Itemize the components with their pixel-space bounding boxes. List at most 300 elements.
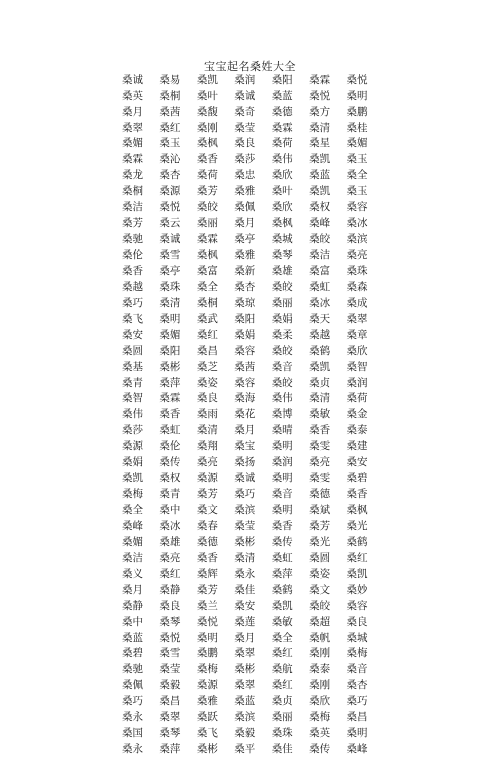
name-cell: 桑珠 <box>346 264 368 277</box>
name-cell: 桑诚 <box>234 89 256 102</box>
name-cell: 桑媚 <box>122 137 143 150</box>
name-cell: 桑敏 <box>309 408 331 421</box>
name-cell: 桑琴 <box>159 727 181 740</box>
name-cell: 桑森 <box>346 280 368 293</box>
name-cell: 桑泰 <box>309 663 331 676</box>
name-cell: 桑玉 <box>159 137 181 150</box>
name-cell: 桑良 <box>346 615 368 628</box>
name-cell: 桑帆 <box>309 631 331 644</box>
name-cell: 桑扬 <box>234 456 256 469</box>
name-cell: 桑皎 <box>309 599 331 612</box>
name-cell: 桑玉 <box>346 185 368 198</box>
name-cell: 桑亮 <box>159 551 181 564</box>
name-cell: 桑静 <box>159 583 181 596</box>
name-cell: 桑香 <box>346 488 368 501</box>
name-row <box>122 343 384 359</box>
name-row <box>122 200 384 216</box>
name-cell: 桑桐 <box>196 296 218 309</box>
name-cell: 桑虹 <box>309 280 331 293</box>
name-cell: 桑安 <box>122 328 143 341</box>
name-cell: 桑红 <box>196 328 218 341</box>
name-cell: 桑伟 <box>271 392 293 405</box>
name-cell: 桑洁 <box>122 201 143 214</box>
name-cell: 桑峰 <box>309 217 331 230</box>
name-cell: 桑建 <box>346 440 368 453</box>
name-row <box>122 455 384 471</box>
name-cell: 桑飞 <box>122 312 143 325</box>
name-cell: 桑红 <box>159 121 181 134</box>
name-cell: 桑基 <box>122 360 143 373</box>
name-row <box>122 502 384 518</box>
name-cell: 桑毅 <box>159 679 181 692</box>
name-cell: 桑良 <box>234 137 256 150</box>
name-cell: 桑越 <box>309 328 331 341</box>
name-cell: 桑伦 <box>122 249 143 262</box>
name-row <box>122 295 384 311</box>
name-cell: 桑永 <box>234 567 256 580</box>
name-cell: 桑泰 <box>346 424 368 437</box>
name-cell: 桑翠 <box>122 121 143 134</box>
name-row <box>122 710 384 726</box>
name-cell: 桑毅 <box>234 727 256 740</box>
name-cell: 桑彬 <box>234 663 256 676</box>
name-cell: 桑萍 <box>271 567 293 580</box>
name-cell: 桑智 <box>346 360 368 373</box>
name-cell: 桑梅 <box>346 647 368 660</box>
name-row <box>122 582 384 598</box>
name-cell: 桑滨 <box>346 233 368 246</box>
name-cell: 桑驰 <box>122 663 143 676</box>
name-cell: 桑冰 <box>309 296 331 309</box>
name-cell: 桑翠 <box>234 679 256 692</box>
name-cell: 桑义 <box>122 567 143 580</box>
name-cell: 桑月 <box>234 424 256 437</box>
name-cell: 桑全 <box>196 280 218 293</box>
name-cell: 桑平 <box>234 743 256 756</box>
name-cell: 桑霖 <box>159 392 181 405</box>
name-row <box>122 88 384 104</box>
name-row <box>122 279 384 295</box>
name-cell: 桑亮 <box>196 456 218 469</box>
name-row <box>122 550 384 566</box>
name-cell: 桑凯 <box>346 567 368 580</box>
name-cell: 桑翠 <box>234 647 256 660</box>
name-cell: 桑巧 <box>122 296 143 309</box>
name-cell: 桑昌 <box>196 344 218 357</box>
name-row <box>122 741 384 757</box>
name-cell: 桑云 <box>159 217 181 230</box>
name-cell: 桑彬 <box>196 743 218 756</box>
name-cell: 桑悦 <box>309 89 331 102</box>
name-cell: 桑雄 <box>271 264 293 277</box>
name-cell: 桑良 <box>196 392 218 405</box>
name-cell: 桑芳 <box>196 583 218 596</box>
name-cell: 桑冰 <box>346 217 368 230</box>
name-cell: 桑春 <box>196 519 218 532</box>
name-cell: 桑斌 <box>309 504 331 517</box>
name-cell: 桑彬 <box>159 360 181 373</box>
name-cell: 桑雨 <box>196 408 218 421</box>
name-cell: 桑润 <box>234 73 256 86</box>
name-cell: 桑悦 <box>159 201 181 214</box>
name-cell: 桑月 <box>234 217 256 230</box>
name-cell: 桑明 <box>196 631 218 644</box>
name-cell: 桑雪 <box>159 647 181 660</box>
name-cell: 桑悦 <box>346 73 368 86</box>
name-cell: 桑永 <box>122 711 143 724</box>
name-cell: 桑圆 <box>309 551 331 564</box>
name-cell: 桑超 <box>309 615 331 628</box>
name-cell: 桑天 <box>309 312 331 325</box>
name-cell: 桑梅 <box>122 488 143 501</box>
name-cell: 桑悦 <box>196 615 218 628</box>
name-row <box>122 630 384 646</box>
name-cell: 桑成 <box>346 296 368 309</box>
name-cell: 桑荷 <box>196 169 218 182</box>
name-cell: 桑伦 <box>159 440 181 453</box>
name-cell: 桑洁 <box>309 249 331 262</box>
name-cell: 桑滨 <box>234 504 256 517</box>
name-cell: 桑翔 <box>196 440 218 453</box>
name-cell: 桑驰 <box>122 233 143 246</box>
name-cell: 桑光 <box>309 535 331 548</box>
name-cell: 桑佳 <box>234 583 256 596</box>
name-cell: 桑青 <box>159 488 181 501</box>
name-row <box>122 470 384 486</box>
name-cell: 桑方 <box>309 105 331 118</box>
name-cell: 桑中 <box>122 615 143 628</box>
name-cell: 桑安 <box>234 599 256 612</box>
name-row <box>122 231 384 247</box>
name-cell: 桑莹 <box>234 121 256 134</box>
name-cell: 桑佩 <box>234 201 256 214</box>
name-cell: 桑月 <box>122 583 143 596</box>
name-cell: 桑莎 <box>122 424 143 437</box>
name-cell: 桑明 <box>346 727 368 740</box>
name-cell: 桑航 <box>271 663 293 676</box>
name-cell: 桑鹤 <box>309 344 331 357</box>
name-cell: 桑贞 <box>271 695 293 708</box>
name-cell: 桑皎 <box>271 344 293 357</box>
name-cell: 桑刚 <box>196 121 218 134</box>
name-cell: 桑源 <box>196 472 218 485</box>
name-cell: 桑蓝 <box>234 695 256 708</box>
name-cell: 桑凯 <box>271 599 293 612</box>
name-cell: 桑海 <box>234 392 256 405</box>
name-cell: 桑蓝 <box>309 169 331 182</box>
name-cell: 桑易 <box>159 73 181 86</box>
name-cell: 桑亮 <box>309 456 331 469</box>
name-cell: 桑月 <box>234 631 256 644</box>
name-cell: 桑香 <box>196 153 218 166</box>
name-cell: 桑枫 <box>196 137 218 150</box>
name-cell: 桑莹 <box>234 519 256 532</box>
name-cell: 桑诚 <box>234 472 256 485</box>
name-cell: 桑丽 <box>271 296 293 309</box>
name-row <box>122 566 384 582</box>
name-cell: 桑章 <box>346 328 368 341</box>
name-cell: 桑伟 <box>271 153 293 166</box>
name-row <box>122 678 384 694</box>
name-cell: 桑全 <box>122 504 143 517</box>
name-cell: 桑明 <box>271 472 293 485</box>
name-cell: 桑媚 <box>159 328 181 341</box>
name-cell: 桑音 <box>271 488 293 501</box>
name-cell: 桑容 <box>234 344 256 357</box>
name-row <box>122 694 384 710</box>
name-cell: 桑彬 <box>234 535 256 548</box>
name-row <box>122 391 384 407</box>
name-cell: 桑香 <box>122 264 143 277</box>
name-cell: 桑富 <box>309 264 331 277</box>
name-cell: 桑欣 <box>271 201 293 214</box>
name-cell: 桑容 <box>346 599 368 612</box>
name-cell: 桑雯 <box>309 472 331 485</box>
name-cell: 桑诚 <box>159 233 181 246</box>
name-cell: 桑皎 <box>196 201 218 214</box>
name-cell: 桑永 <box>122 743 143 756</box>
name-cell: 桑红 <box>271 679 293 692</box>
name-cell: 桑萍 <box>159 376 181 389</box>
name-row <box>122 486 384 502</box>
name-cell: 桑杏 <box>159 169 181 182</box>
name-row <box>122 598 384 614</box>
name-cell: 桑莹 <box>159 663 181 676</box>
name-cell: 桑明 <box>271 504 293 517</box>
name-cell: 桑玉 <box>346 153 368 166</box>
name-row <box>122 120 384 136</box>
name-cell: 桑清 <box>159 296 181 309</box>
name-cell: 桑明 <box>159 312 181 325</box>
name-cell: 桑萍 <box>159 743 181 756</box>
name-cell: 桑香 <box>309 424 331 437</box>
name-cell: 桑清 <box>309 392 331 405</box>
name-cell: 桑琼 <box>234 296 256 309</box>
name-cell: 桑城 <box>271 233 293 246</box>
name-cell: 桑英 <box>309 727 331 740</box>
name-cell: 桑琴 <box>159 615 181 628</box>
name-cell: 桑芳 <box>196 488 218 501</box>
name-cell: 桑刚 <box>309 647 331 660</box>
name-cell: 桑飞 <box>196 727 218 740</box>
name-cell: 桑润 <box>346 376 368 389</box>
name-cell: 桑金 <box>346 408 368 421</box>
name-cell: 桑晴 <box>271 424 293 437</box>
name-cell: 桑凯 <box>309 153 331 166</box>
name-cell: 桑杏 <box>234 280 256 293</box>
name-cell: 桑清 <box>309 121 331 134</box>
name-cell: 桑姿 <box>196 376 218 389</box>
name-row <box>122 423 384 439</box>
name-cell: 桑叶 <box>271 185 293 198</box>
name-cell: 桑杏 <box>346 679 368 692</box>
name-cell: 桑芳 <box>122 217 143 230</box>
name-cell: 桑茜 <box>234 360 256 373</box>
name-cell: 桑皎 <box>271 280 293 293</box>
name-cell: 桑雅 <box>234 249 256 262</box>
name-cell: 桑巧 <box>234 488 256 501</box>
name-cell: 桑兰 <box>196 599 218 612</box>
name-cell: 桑跃 <box>196 711 218 724</box>
name-cell: 桑阳 <box>159 344 181 357</box>
name-cell: 桑悦 <box>159 631 181 644</box>
name-row <box>122 614 384 630</box>
name-cell: 桑霖 <box>271 121 293 134</box>
name-cell: 桑城 <box>346 631 368 644</box>
name-cell: 桑媚 <box>346 137 368 150</box>
name-cell: 桑佩 <box>122 679 143 692</box>
name-row <box>122 407 384 423</box>
name-cell: 桑虹 <box>159 424 181 437</box>
name-cell: 桑柔 <box>271 328 293 341</box>
name-cell: 桑昌 <box>346 711 368 724</box>
name-cell: 桑星 <box>309 137 331 150</box>
name-cell: 桑德 <box>196 535 218 548</box>
name-cell: 桑昌 <box>159 695 181 708</box>
name-cell: 桑鹏 <box>346 105 368 118</box>
name-cell: 桑权 <box>309 201 331 214</box>
name-cell: 桑英 <box>122 89 143 102</box>
name-cell: 桑沁 <box>159 153 181 166</box>
name-row <box>122 104 384 120</box>
name-cell: 桑梅 <box>309 711 331 724</box>
name-cell: 桑文 <box>309 583 331 596</box>
name-cell: 桑润 <box>271 456 293 469</box>
name-cell: 桑媚 <box>122 535 143 548</box>
name-cell: 桑鹤 <box>346 535 368 548</box>
name-cell: 桑红 <box>271 647 293 660</box>
name-cell: 桑霖 <box>309 73 331 86</box>
name-cell: 桑源 <box>159 185 181 198</box>
name-cell: 桑巧 <box>122 695 143 708</box>
name-row <box>122 646 384 662</box>
name-cell: 桑芝 <box>196 360 218 373</box>
name-cell: 桑越 <box>122 280 143 293</box>
name-cell: 桑雯 <box>309 440 331 453</box>
name-cell: 桑凯 <box>122 472 143 485</box>
name-cell: 桑芳 <box>196 185 218 198</box>
name-cell: 桑碧 <box>122 647 143 660</box>
name-cell: 桑花 <box>234 408 256 421</box>
name-cell: 桑圆 <box>122 344 143 357</box>
name-cell: 桑新 <box>234 264 256 277</box>
name-cell: 桑姿 <box>309 567 331 580</box>
name-cell: 桑滨 <box>234 711 256 724</box>
name-cell: 桑娟 <box>122 456 143 469</box>
name-row <box>122 327 384 343</box>
name-cell: 桑翠 <box>159 711 181 724</box>
name-row <box>122 375 384 391</box>
name-row <box>122 168 384 184</box>
name-cell: 桑智 <box>122 392 143 405</box>
name-cell: 桑妙 <box>346 583 368 596</box>
name-cell: 桑源 <box>196 679 218 692</box>
name-cell: 桑贞 <box>309 376 331 389</box>
name-row <box>122 439 384 455</box>
name-cell: 桑凯 <box>309 360 331 373</box>
name-row <box>122 662 384 678</box>
name-cell: 桑明 <box>346 89 368 102</box>
name-cell: 桑冰 <box>159 519 181 532</box>
name-cell: 桑虹 <box>271 551 293 564</box>
name-row <box>122 215 384 231</box>
name-row <box>122 518 384 534</box>
name-cell: 桑全 <box>346 169 368 182</box>
name-cell: 桑霖 <box>196 233 218 246</box>
name-cell: 桑桂 <box>346 121 368 134</box>
name-cell: 桑莎 <box>234 153 256 166</box>
name-cell: 桑碧 <box>346 472 368 485</box>
name-cell: 桑枫 <box>196 249 218 262</box>
name-cell: 桑刚 <box>309 679 331 692</box>
name-cell: 桑武 <box>196 312 218 325</box>
name-cell: 桑鹤 <box>271 583 293 596</box>
name-cell: 桑香 <box>271 519 293 532</box>
name-cell: 桑珠 <box>271 727 293 740</box>
name-cell: 桑全 <box>271 631 293 644</box>
name-cell: 桑容 <box>346 201 368 214</box>
name-row <box>122 152 384 168</box>
name-cell: 桑梅 <box>196 663 218 676</box>
name-cell: 桑亭 <box>234 233 256 246</box>
name-cell: 桑阳 <box>271 73 293 86</box>
name-cell: 桑峰 <box>122 519 143 532</box>
name-cell: 桑馥 <box>196 105 218 118</box>
name-cell: 桑桐 <box>159 89 181 102</box>
name-cell: 桑荷 <box>346 392 368 405</box>
name-cell: 桑权 <box>159 472 181 485</box>
name-cell: 桑阳 <box>234 312 256 325</box>
name-row <box>122 263 384 279</box>
name-row <box>122 247 384 263</box>
name-cell: 桑中 <box>159 504 181 517</box>
name-cell: 桑茜 <box>159 105 181 118</box>
name-cell: 桑源 <box>122 440 143 453</box>
name-cell: 桑欣 <box>271 169 293 182</box>
name-cell: 桑峰 <box>346 743 368 756</box>
name-cell: 桑叶 <box>196 89 218 102</box>
name-cell: 桑荷 <box>271 137 293 150</box>
name-cell: 桑莲 <box>234 615 256 628</box>
name-cell: 桑辉 <box>196 567 218 580</box>
name-cell: 桑蓝 <box>122 631 143 644</box>
name-cell: 桑敏 <box>271 615 293 628</box>
name-cell: 桑珠 <box>159 280 181 293</box>
name-cell: 桑光 <box>346 519 368 532</box>
name-cell: 桑静 <box>122 599 143 612</box>
name-cell: 桑红 <box>159 567 181 580</box>
name-cell: 桑红 <box>346 551 368 564</box>
name-row <box>122 184 384 200</box>
name-cell: 桑桐 <box>122 185 143 198</box>
name-cell: 桑佳 <box>271 743 293 756</box>
name-cell: 桑传 <box>309 743 331 756</box>
name-row <box>122 359 384 375</box>
name-grid <box>122 72 384 757</box>
name-cell: 桑文 <box>196 504 218 517</box>
name-cell: 桑蓝 <box>271 89 293 102</box>
name-cell: 桑音 <box>271 360 293 373</box>
name-cell: 桑宝 <box>234 440 256 453</box>
name-cell: 桑良 <box>159 599 181 612</box>
name-cell: 桑雪 <box>159 249 181 262</box>
name-cell: 桑香 <box>196 551 218 564</box>
name-cell: 桑凯 <box>196 73 218 86</box>
name-row <box>122 311 384 327</box>
name-cell: 桑洁 <box>122 551 143 564</box>
name-cell: 桑伟 <box>122 408 143 421</box>
name-cell: 桑芳 <box>309 519 331 532</box>
